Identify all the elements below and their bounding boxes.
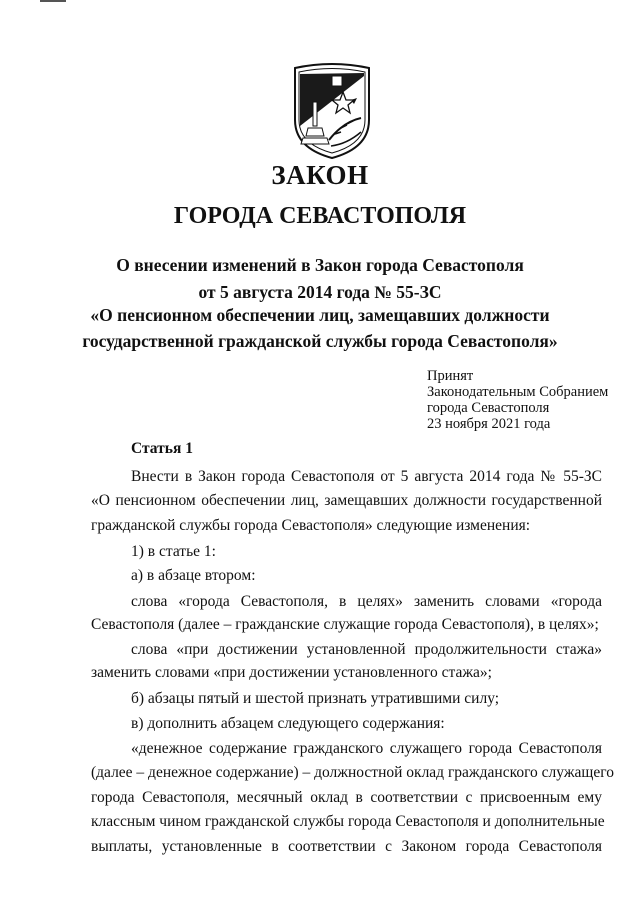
body-line: «О пенсионном обеспечении лиц, замещавших должности государственной: [91, 492, 602, 509]
law-title-line-4: государственной гражданской службы города Севастополя»: [82, 331, 558, 351]
sevastopol-coat-of-arms-icon: [291, 62, 373, 160]
body-line: «денежное содержание гражданского служащего города Севастополя: [131, 740, 602, 757]
body-line: гражданской службы города Севастополя» следующие изменения:: [91, 517, 531, 534]
body-line: (далее – денежное содержание) – должностной оклад гражданского служащего: [91, 764, 614, 781]
issuer-title: ГОРОДА СЕВАСТОПОЛЯ: [173, 203, 467, 229]
body-line: Севастополя (далее – гражданские служащие города Севастополя), в целях»;: [91, 616, 599, 633]
body-line: выплаты, установленные в соответствии с Законом города Севастополя: [91, 838, 602, 855]
adoption-line: города Севастополя: [427, 400, 550, 416]
adoption-note: [427, 368, 627, 432]
adoption-line: Законодательным Собранием: [427, 384, 609, 400]
body-line: заменить словами «при достижении установленного стажа»;: [91, 664, 492, 681]
scan-edge-mark: [40, 0, 66, 2]
adoption-line: Принят: [427, 368, 474, 384]
law-title-line-2: от 5 августа 2014 года № 55-ЗС: [198, 282, 442, 302]
body-line: б) абзацы пятый и шестой признать утратившими силу;: [131, 690, 500, 707]
body-line: Внести в Закон города Севастополя от 5 августа 2014 года № 55-ЗС: [131, 468, 602, 485]
adoption-date: 23 ноября 2021 года: [427, 416, 551, 432]
body-line: классным чином гражданской службы города Севастополя и дополнительные: [91, 813, 605, 830]
law-title-line-3: «О пенсионном обеспечении лиц, замещавших должности: [90, 305, 550, 325]
body-line: а) в абзаце втором:: [131, 567, 256, 584]
body-line: слова «при достижении установленной продолжительности стажа»: [131, 641, 602, 658]
body-line: в) дополнить абзацем следующего содержания:: [131, 715, 445, 732]
body-line: слова «города Севастополя, в целях» заменить словами «города: [131, 593, 602, 610]
body-line: города Севастополя, месячный оклад в соответствии с присвоенным ему: [91, 789, 602, 806]
law-title-line-1: О внесении изменений в Закон города Севастополя: [116, 255, 524, 275]
article-heading: Статья 1: [131, 440, 193, 457]
document-type-title: ЗАКОН: [271, 160, 369, 190]
body-line: 1) в статье 1:: [131, 543, 216, 560]
